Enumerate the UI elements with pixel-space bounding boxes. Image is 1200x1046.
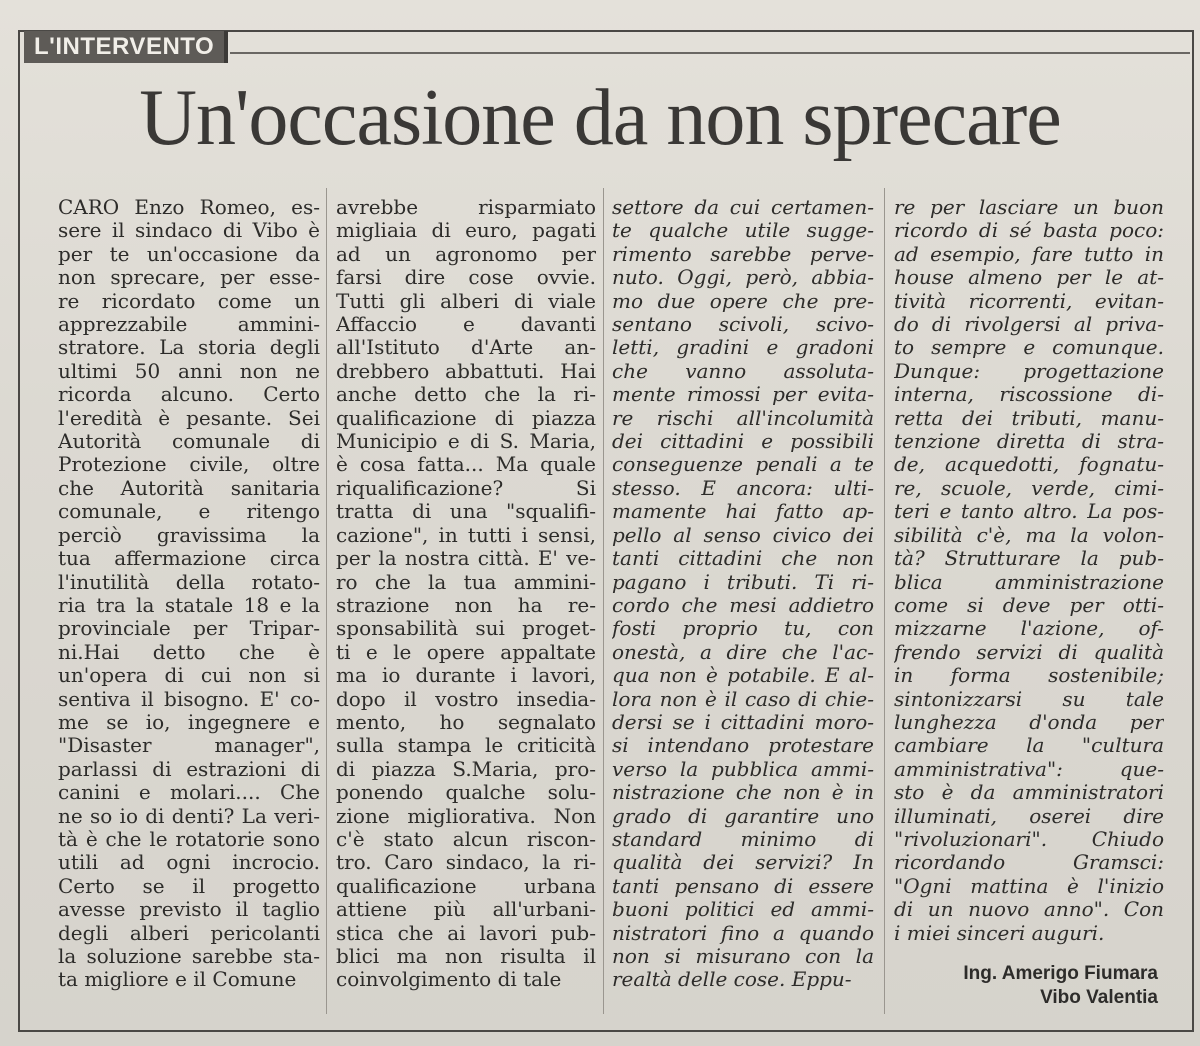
article-line: blici ma non risulta il — [336, 945, 596, 968]
article-line: nistrazione che non è in — [612, 781, 874, 805]
article-line: un'opera di cui non si — [58, 664, 320, 688]
article-line: qualità dei servizi? In — [612, 851, 874, 875]
article-line: l'inutilità della rotato- — [58, 570, 320, 594]
article-line: stica che ai lavori pub- — [336, 921, 596, 945]
article-line: frendo servizi di qualità — [894, 640, 1164, 664]
article-line: blica amministrazione — [894, 570, 1164, 594]
article-line: "rivoluzionari". Chiudo — [894, 827, 1164, 851]
article-line: ad esempio, fare tutto in — [894, 242, 1164, 266]
article-line: fosti proprio tu, con — [612, 617, 874, 641]
article-line: mente rimossi per evita- — [612, 383, 874, 407]
article-line: ro che la tua ammini- — [336, 570, 596, 594]
article-line: che vanno assoluta- — [612, 359, 874, 383]
article-line: de, acquedotti, fognatu- — [894, 453, 1164, 477]
article-line: sentiva il bisogno. E' co- — [58, 687, 320, 711]
article-line: attiene più all'urbani- — [336, 898, 596, 922]
article-line: per la nostra città. E' ve- — [336, 547, 596, 571]
article-line: Autorità comunale di — [58, 430, 320, 454]
article-line: drebbero abbattuti. Hai — [336, 359, 596, 383]
article-line: cazione", in tutti i sensi, — [336, 523, 596, 547]
article-line: che Autorità sanitaria — [58, 476, 320, 500]
article-column-4 — [894, 196, 1164, 945]
article-line: buoni politici ed ammi- — [612, 898, 874, 922]
article-line: comunale, e ritengo — [58, 500, 320, 524]
article-line: di piazza S.Maria, pro- — [336, 757, 596, 781]
article-line: perciò gravissima la — [58, 523, 320, 547]
article-line: Certo se il progetto — [58, 874, 320, 898]
article-line: sere il sindaco di Vibo è — [58, 219, 320, 243]
article-line: re ricordato come un — [58, 289, 320, 313]
article-line: tenzione diretta di stra- — [894, 430, 1164, 454]
article-line: mamente hai fatto ap- — [612, 500, 874, 524]
article-line: to sempre e comunque. — [894, 336, 1164, 360]
article-line: re, scuole, verde, cimi- — [894, 476, 1164, 500]
article-line: tà? Strutturare la pub- — [894, 547, 1164, 571]
article-line: parlassi di estrazioni di — [58, 757, 320, 781]
article-line: si intendano protestare — [612, 734, 874, 758]
article-line: provinciale per Tripar- — [58, 617, 320, 641]
article-line: i miei sinceri auguri. — [894, 921, 1105, 945]
article-line: avesse previsto il taglio — [58, 898, 320, 922]
article-line: c'è stato alcun riscon- — [336, 827, 596, 851]
article-line: tanti cittadini che non — [612, 547, 874, 571]
article-line: lora non è il caso di chie- — [612, 687, 874, 711]
article-line: Dunque: progettazione — [894, 359, 1164, 383]
section-tag: L'INTERVENTO — [24, 31, 228, 63]
article-line: tività ricorrenti, evitan- — [894, 289, 1164, 313]
article-line: "Disaster manager", — [58, 734, 320, 758]
article-line: tà è che le rotatorie sono — [58, 827, 320, 851]
article-line: è cosa fatta... Ma quale — [336, 453, 596, 477]
article-line: te qualche utile sugge- — [612, 219, 874, 243]
article-line: ricorda alcuno. Certo — [58, 383, 320, 407]
article-line: strazione non ha re- — [336, 593, 596, 617]
article-line: re per lasciare un buon — [894, 196, 1164, 219]
article-line: mento, ho segnalato — [336, 710, 596, 734]
article-line: non sprecare, per esse- — [58, 266, 320, 290]
article-line: sentano scivoli, scivo- — [612, 313, 874, 337]
article-line: retta dei tributi, manu- — [894, 406, 1164, 430]
article-line: ta migliore e il Comune — [58, 968, 297, 992]
article-line: per te un'occasione da — [58, 242, 320, 266]
article-line: utili ad ogni incrocio. — [58, 851, 320, 875]
article-line: in forma sostenibile; — [894, 664, 1164, 688]
article-line: lunghezza d'onda per — [894, 710, 1164, 734]
article-line: all'Istituto d'Arte an- — [336, 336, 596, 360]
article-line: rimento sarebbe perve- — [612, 242, 874, 266]
article-line: riqualificazione? Si — [336, 476, 596, 500]
column-divider — [884, 188, 885, 1014]
article-line: CARO Enzo Romeo, es- — [58, 196, 320, 219]
article-column-2 — [336, 196, 596, 992]
article-line: sintonizzarsi su tale — [894, 687, 1164, 711]
article-line: l'eredità è pesante. Sei — [58, 406, 320, 430]
article-line: qua non è potabile. E al- — [612, 664, 874, 688]
article-line: settore da cui certamen- — [612, 196, 874, 219]
article-line: teri e tanto altro. La pos- — [894, 500, 1164, 524]
article-line: come si deve per otti- — [894, 593, 1164, 617]
article-line: zione migliorativa. Non — [336, 804, 596, 828]
article-line: re rischi all'incolumità — [612, 406, 874, 430]
article-line: standard minimo di — [612, 827, 874, 851]
article-line: la soluzione sarebbe sta- — [58, 945, 320, 968]
article-line: verso la pubblica ammi- — [612, 757, 874, 781]
article-line: do di rivolgersi al priva- — [894, 313, 1164, 337]
section-rule — [230, 52, 1190, 54]
article-line: house almeno per le at- — [894, 266, 1164, 290]
article-line: cambiare la "cultura — [894, 734, 1164, 758]
article-column-1 — [58, 196, 320, 992]
article-line: migliaia di euro, pagati — [336, 219, 596, 243]
article-line: ultimi 50 anni non ne — [58, 359, 320, 383]
article-line: apprezzabile ammini- — [58, 313, 320, 337]
article-line: realtà delle cose. Eppu- — [612, 968, 852, 992]
article-line: ti e le opere appaltate — [336, 640, 596, 664]
article-line: letti, gradini e gradoni — [612, 336, 874, 360]
article-line: tro. Caro sindaco, la ri- — [336, 851, 596, 875]
article-line: conseguenze penali a te — [612, 453, 874, 477]
article-line: canini e molari.... Che — [58, 781, 320, 805]
article-line: onestà, a dire che l'ac- — [612, 640, 874, 664]
article-line: pagano i tributi. Ti ri- — [612, 570, 874, 594]
article-line: Protezione civile, oltre — [58, 453, 320, 477]
article-line: illuminati, oserei dire — [894, 804, 1164, 828]
article-line: ponendo qualche solu- — [336, 781, 596, 805]
article-line: non si misurano con la — [612, 945, 874, 968]
article-column-3 — [612, 196, 874, 992]
article-line: farsi dire cose ovvie. — [336, 266, 596, 290]
article-line: sibilità c'è, ma la volon- — [894, 523, 1164, 547]
author-location: Vibo Valentia — [1040, 987, 1158, 1008]
article-line: qualificazione urbana — [336, 874, 596, 898]
column-divider — [326, 188, 327, 1014]
article-line: Tutti gli alberi di viale — [336, 289, 596, 313]
article-line: ricordando Gramsci: — [894, 851, 1164, 875]
article-line: tratta di una "squalifi- — [336, 500, 596, 524]
article-line: "Ogni mattina è l'inizio — [894, 874, 1164, 898]
article-line: degli alberi pericolanti — [58, 921, 320, 945]
article-line: sulla stampa le criticità — [336, 734, 596, 758]
article-line: anche detto che la ri- — [336, 383, 596, 407]
article-line: mizzarne l'azione, of- — [894, 617, 1164, 641]
article-line: tua affermazione circa — [58, 547, 320, 571]
article-line: mo due opere che pre- — [612, 289, 874, 313]
article-line: ma io durante i lavori, — [336, 664, 596, 688]
article-line: sto è da amministratori — [894, 781, 1164, 805]
article-line: nuto. Oggi, però, abbia- — [612, 266, 874, 290]
article-line: pello al senso civico dei — [612, 523, 874, 547]
article-line: stesso. E ancora: ulti- — [612, 476, 874, 500]
article-line: ria tra la statale 18 e la — [58, 593, 320, 617]
article-line: stratore. La storia degli — [58, 336, 320, 360]
article-line: dopo il vostro insedia- — [336, 687, 596, 711]
article-line: avrebbe risparmiato — [336, 196, 596, 219]
article-line: sponsabilità sui proget- — [336, 617, 596, 641]
article-line: tanti pensano di essere — [612, 874, 874, 898]
article-line: qualificazione di piazza — [336, 406, 596, 430]
article-line: me se io, ingegnere e — [58, 710, 320, 734]
article-line: interna, riscossione di- — [894, 383, 1164, 407]
article-line: cordo che mesi addietro — [612, 593, 874, 617]
article-line: ricordo di sé basta poco: — [894, 219, 1164, 243]
article-line: di un nuovo anno". Con — [894, 898, 1164, 922]
article-line: coinvolgimento di tale — [336, 968, 562, 992]
headline: Un'occasione da non sprecare — [139, 74, 1061, 162]
author-name: Ing. Amerigo Fiumara — [963, 963, 1158, 984]
column-divider — [603, 188, 604, 1014]
article-line: dersi se i cittadini moro- — [612, 710, 874, 734]
article-line: ad un agronomo per — [336, 242, 596, 266]
article-line: ni.Hai detto che è — [58, 640, 320, 664]
article-line: ne so io di denti? La veri- — [58, 804, 320, 828]
article-line: dei cittadini e possibili — [612, 430, 874, 454]
article-line: Affaccio e davanti — [336, 313, 596, 337]
article-line: amministrativa": que- — [894, 757, 1164, 781]
article-line: nistratori fino a quando — [612, 921, 874, 945]
article-line: Municipio e di S. Maria, — [336, 430, 596, 454]
article-line: grado di garantire uno — [612, 804, 874, 828]
